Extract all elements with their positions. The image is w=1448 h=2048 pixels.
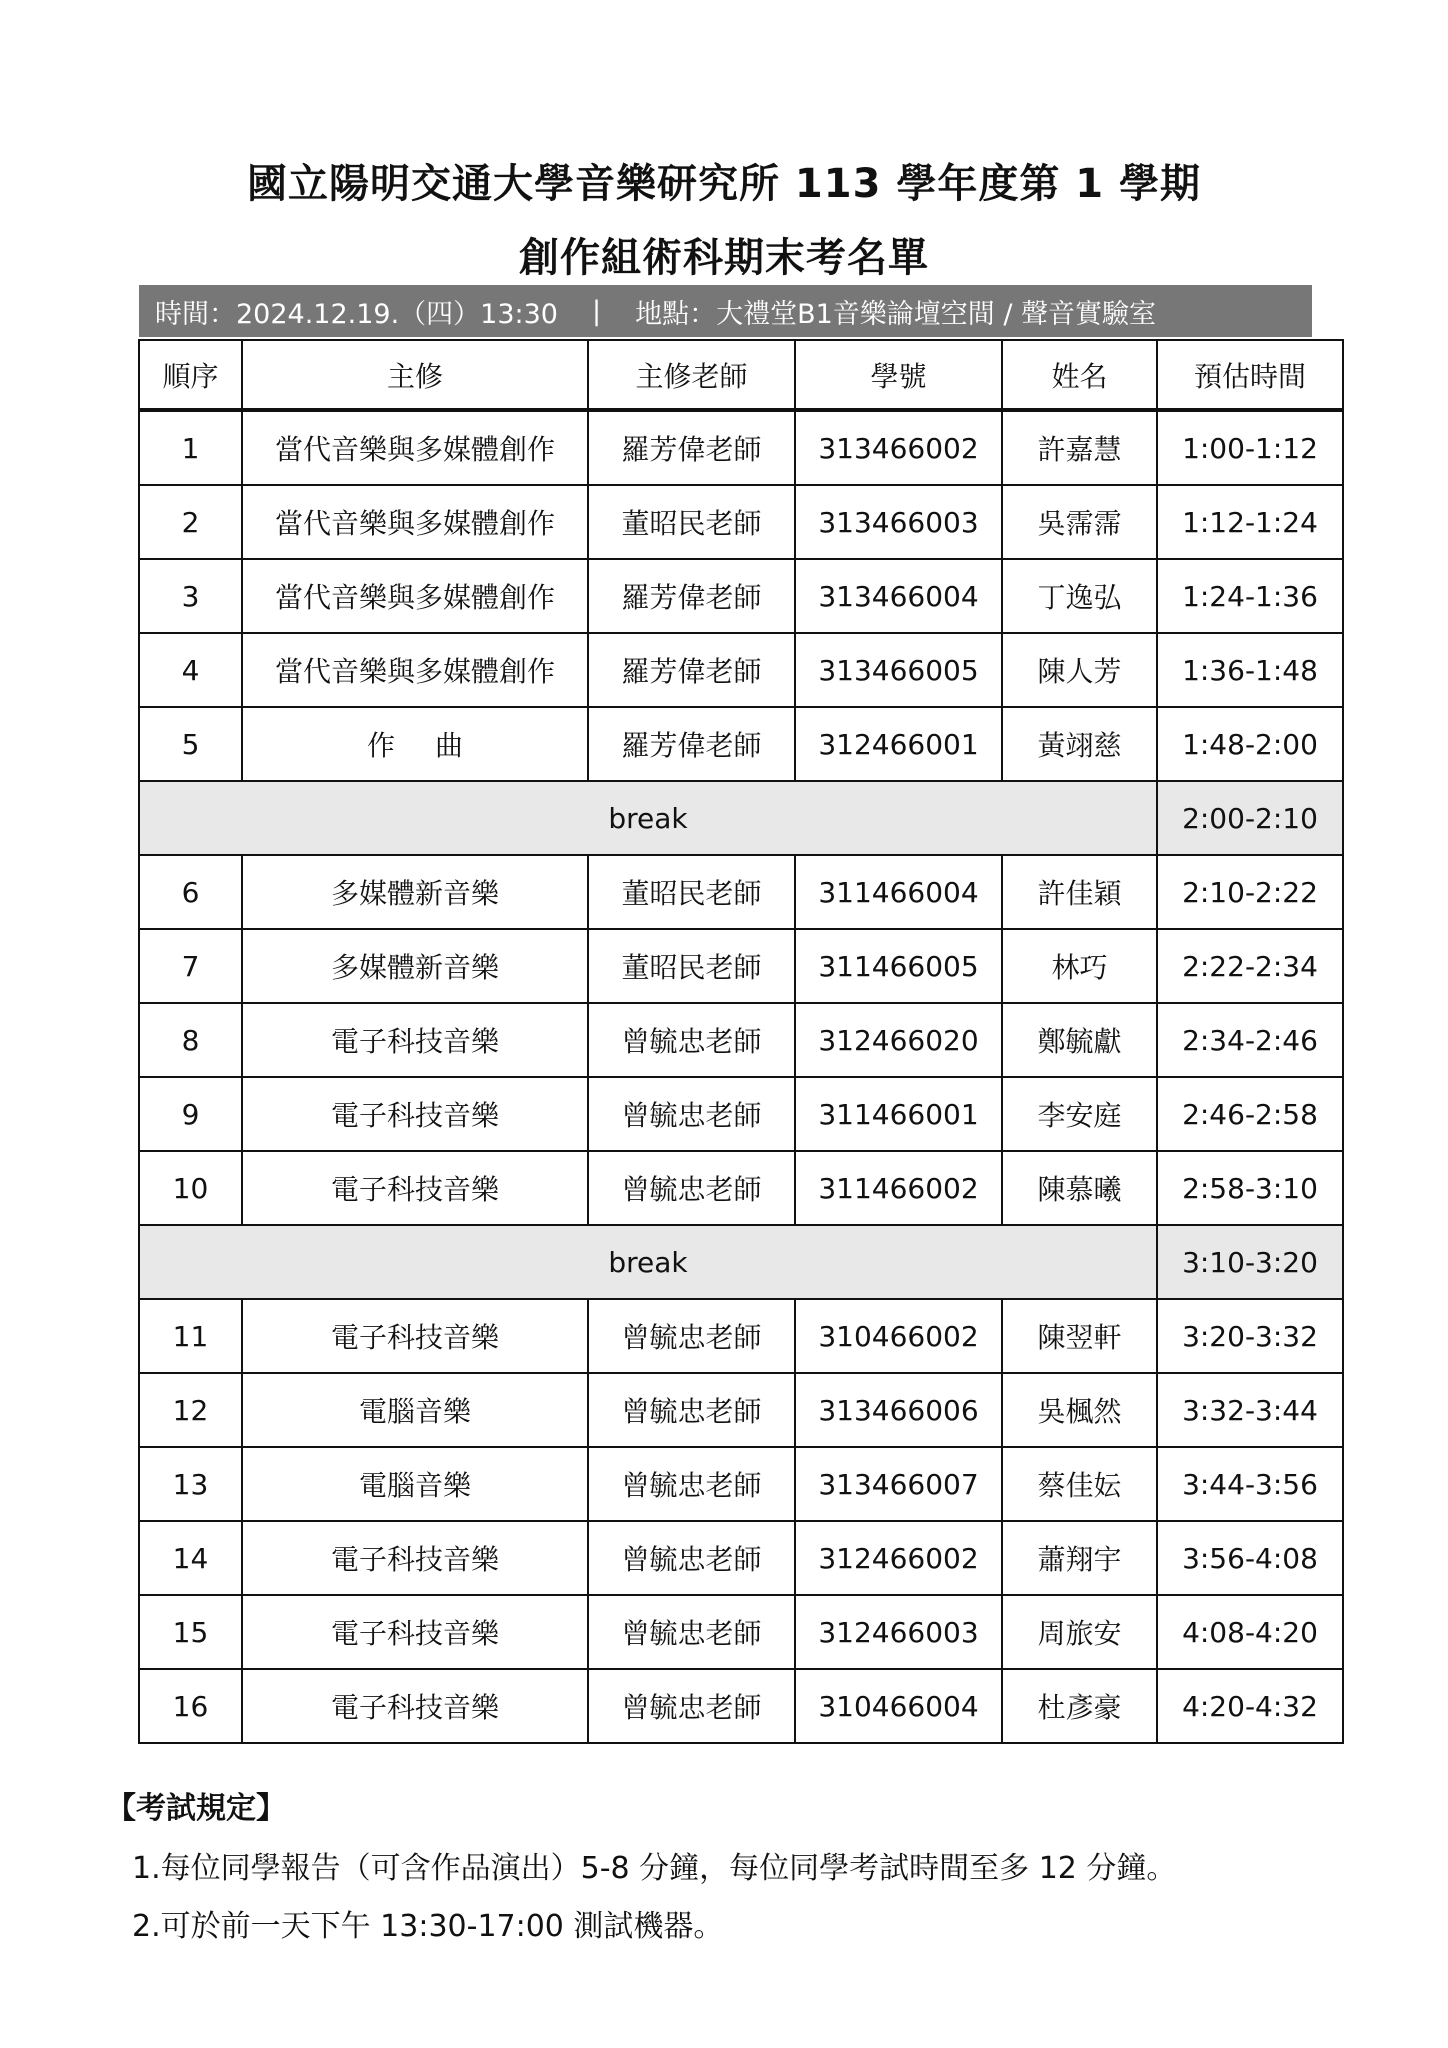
cell-teacher: 董昭民老師 [588, 485, 795, 559]
cell-order: 6 [139, 855, 242, 929]
cell-teacher: 董昭民老師 [588, 929, 795, 1003]
break-row [139, 1225, 1343, 1299]
break-time: 3:10-3:20 [1157, 1225, 1343, 1299]
table-row [139, 1521, 1343, 1595]
cell-teacher: 曾毓忠老師 [588, 1299, 795, 1373]
cell-teacher: 曾毓忠老師 [588, 1003, 795, 1077]
cell-order: 11 [139, 1299, 242, 1373]
cell-name: 吳霈霈 [1002, 485, 1157, 559]
cell-major: 電子科技音樂 [242, 1595, 588, 1669]
cell-student-id: 311466005 [795, 929, 1002, 1003]
page-subtitle: 創作組術科期末考名單 [519, 235, 929, 281]
cell-order: 16 [139, 1669, 242, 1743]
rule-item: 1.每位同學報告（可含作品演出）5-8 分鐘，每位同學考試時間至多 12 分鐘。 [132, 1851, 1177, 1886]
table-row [139, 485, 1343, 559]
cell-est-time: 1:24-1:36 [1157, 559, 1343, 633]
cell-name: 丁逸弘 [1002, 559, 1157, 633]
cell-name: 杜彥豪 [1002, 1669, 1157, 1743]
cell-name: 黃翊慈 [1002, 707, 1157, 781]
cell-name: 吳楓然 [1002, 1373, 1157, 1447]
cell-teacher: 曾毓忠老師 [588, 1447, 795, 1521]
cell-order: 3 [139, 559, 242, 633]
cell-name: 許嘉慧 [1002, 410, 1157, 485]
header-name: 姓名 [1002, 340, 1157, 410]
cell-order: 8 [139, 1003, 242, 1077]
cell-teacher: 曾毓忠老師 [588, 1521, 795, 1595]
cell-student-id: 311466004 [795, 855, 1002, 929]
cell-teacher: 羅芳偉老師 [588, 633, 795, 707]
cell-student-id: 311466002 [795, 1151, 1002, 1225]
cell-student-id: 313466006 [795, 1373, 1002, 1447]
cell-order: 15 [139, 1595, 242, 1669]
cell-student-id: 313466003 [795, 485, 1002, 559]
cell-student-id: 312466001 [795, 707, 1002, 781]
cell-teacher: 董昭民老師 [588, 855, 795, 929]
cell-student-id: 313466007 [795, 1447, 1002, 1521]
cell-est-time: 3:32-3:44 [1157, 1373, 1343, 1447]
cell-major: 作曲 [242, 707, 588, 781]
header-order: 順序 [139, 340, 242, 410]
cell-est-time: 3:56-4:08 [1157, 1521, 1343, 1595]
exam-time: 時間：2024.12.19.（四）13:30 [155, 298, 558, 330]
cell-teacher: 曾毓忠老師 [588, 1373, 795, 1447]
cell-student-id: 310466004 [795, 1669, 1002, 1743]
cell-teacher: 曾毓忠老師 [588, 1669, 795, 1743]
table-row [139, 559, 1343, 633]
cell-teacher: 曾毓忠老師 [588, 1151, 795, 1225]
cell-est-time: 1:48-2:00 [1157, 707, 1343, 781]
cell-order: 10 [139, 1151, 242, 1225]
cell-teacher: 曾毓忠老師 [588, 1077, 795, 1151]
table-row [139, 929, 1343, 1003]
cell-name: 蕭翔宇 [1002, 1521, 1157, 1595]
cell-student-id: 311466001 [795, 1077, 1002, 1151]
cell-name: 林巧 [1002, 929, 1157, 1003]
break-label: break [139, 781, 1157, 855]
page-title: 國立陽明交通大學音樂研究所 113 學年度第 1 學期 [246, 161, 1202, 207]
break-time: 2:00-2:10 [1157, 781, 1343, 855]
cell-student-id: 313466002 [795, 410, 1002, 485]
cell-major: 電子科技音樂 [242, 1151, 588, 1225]
table-row [139, 1003, 1343, 1077]
table-row [139, 707, 1343, 781]
table-row [139, 1447, 1343, 1521]
cell-student-id: 312466020 [795, 1003, 1002, 1077]
cell-est-time: 1:36-1:48 [1157, 633, 1343, 707]
exam-info-bar [139, 285, 1312, 337]
cell-major: 當代音樂與多媒體創作 [242, 410, 588, 485]
cell-major: 多媒體新音樂 [242, 929, 588, 1003]
header-major: 主修 [242, 340, 588, 410]
cell-est-time: 2:34-2:46 [1157, 1003, 1343, 1077]
break-label: break [139, 1225, 1157, 1299]
cell-order: 9 [139, 1077, 242, 1151]
cell-major: 當代音樂與多媒體創作 [242, 485, 588, 559]
cell-name: 陳人芳 [1002, 633, 1157, 707]
cell-order: 2 [139, 485, 242, 559]
exam-schedule-table [138, 339, 1344, 1744]
table-row [139, 1151, 1343, 1225]
cell-name: 陳翌軒 [1002, 1299, 1157, 1373]
cell-order: 4 [139, 633, 242, 707]
cell-student-id: 310466002 [795, 1299, 1002, 1373]
cell-teacher: 羅芳偉老師 [588, 707, 795, 781]
cell-est-time: 2:22-2:34 [1157, 929, 1343, 1003]
cell-est-time: 1:12-1:24 [1157, 485, 1343, 559]
cell-name: 陳慕曦 [1002, 1151, 1157, 1225]
cell-est-time: 4:20-4:32 [1157, 1669, 1343, 1743]
table-row [139, 1077, 1343, 1151]
cell-student-id: 312466003 [795, 1595, 1002, 1669]
cell-est-time: 3:44-3:56 [1157, 1447, 1343, 1521]
cell-order: 7 [139, 929, 242, 1003]
table-row [139, 410, 1343, 485]
table-row [139, 855, 1343, 929]
cell-teacher: 曾毓忠老師 [588, 1595, 795, 1669]
rule-item: 2.可於前一天下午 13:30-17:00 測試機器。 [132, 1909, 724, 1944]
cell-name: 許佳穎 [1002, 855, 1157, 929]
header-student-id: 學號 [795, 340, 1002, 410]
cell-est-time: 4:08-4:20 [1157, 1595, 1343, 1669]
cell-teacher: 羅芳偉老師 [588, 410, 795, 485]
exam-location: 地點：大禮堂B1音樂論壇空間 / 聲音實驗室 [635, 298, 1157, 330]
cell-major: 電腦音樂 [242, 1373, 588, 1447]
cell-major: 多媒體新音樂 [242, 855, 588, 929]
cell-est-time: 3:20-3:32 [1157, 1299, 1343, 1373]
info-separator: | [591, 295, 602, 327]
cell-teacher: 羅芳偉老師 [588, 559, 795, 633]
cell-est-time: 2:46-2:58 [1157, 1077, 1343, 1151]
cell-name: 蔡佳妘 [1002, 1447, 1157, 1521]
header-teacher: 主修老師 [588, 340, 795, 410]
cell-major: 電子科技音樂 [242, 1003, 588, 1077]
cell-major: 電子科技音樂 [242, 1669, 588, 1743]
cell-name: 李安庭 [1002, 1077, 1157, 1151]
cell-order: 14 [139, 1521, 242, 1595]
cell-order: 1 [139, 410, 242, 485]
cell-est-time: 1:00-1:12 [1157, 410, 1343, 485]
cell-major: 當代音樂與多媒體創作 [242, 559, 588, 633]
cell-major: 電腦音樂 [242, 1447, 588, 1521]
cell-est-time: 2:58-3:10 [1157, 1151, 1343, 1225]
rules-heading: 【考試規定】 [106, 1791, 286, 1826]
cell-order: 5 [139, 707, 242, 781]
cell-student-id: 313466004 [795, 559, 1002, 633]
table-row [139, 633, 1343, 707]
cell-name: 鄭毓獻 [1002, 1003, 1157, 1077]
cell-student-id: 312466002 [795, 1521, 1002, 1595]
cell-major: 電子科技音樂 [242, 1521, 588, 1595]
cell-major: 電子科技音樂 [242, 1077, 588, 1151]
table-row [139, 1299, 1343, 1373]
table-row [139, 1669, 1343, 1743]
table-header-row [139, 340, 1343, 410]
header-est-time: 預估時間 [1157, 340, 1343, 410]
cell-order: 12 [139, 1373, 242, 1447]
break-row [139, 781, 1343, 855]
table-row [139, 1595, 1343, 1669]
cell-major: 當代音樂與多媒體創作 [242, 633, 588, 707]
table-row [139, 1373, 1343, 1447]
cell-student-id: 313466005 [795, 633, 1002, 707]
cell-est-time: 2:10-2:22 [1157, 855, 1343, 929]
cell-name: 周旅安 [1002, 1595, 1157, 1669]
cell-order: 13 [139, 1447, 242, 1521]
cell-major: 電子科技音樂 [242, 1299, 588, 1373]
